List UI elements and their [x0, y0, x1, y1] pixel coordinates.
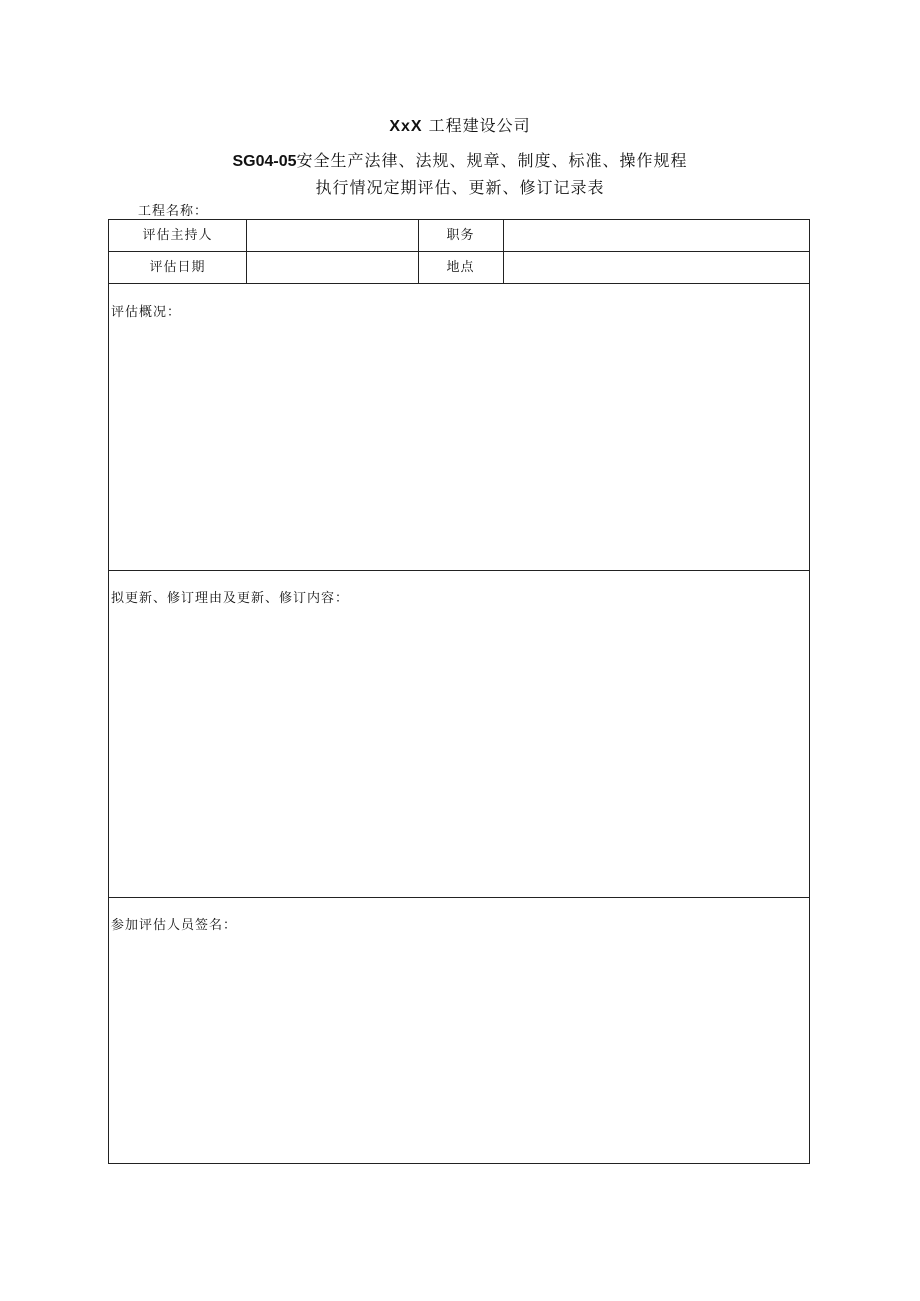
revision-reason-label: 拟更新、修订理由及更新、修订内容： [111, 591, 350, 606]
signatures-label: 参加评估人员签名： [111, 918, 238, 933]
host-field[interactable] [249, 220, 415, 251]
signatures-field[interactable] [109, 898, 809, 1163]
host-label: 评估主持人 [142, 228, 213, 243]
position-label: 职务 [446, 228, 475, 243]
column-divider [246, 220, 247, 283]
evaluation-form-table [108, 219, 810, 1164]
document-title-line1 [0, 148, 920, 171]
column-divider [503, 220, 504, 283]
project-name-label: 工程名称： [138, 204, 209, 219]
date-label: 评估日期 [149, 260, 206, 275]
title-line1-text: 安全生产法律、法规、规章、制度、标准、操作规程 [296, 151, 688, 170]
revision-reason-field[interactable] [109, 571, 809, 896]
document-title-line2: 执行情况定期评估、更新、修订记录表 [315, 178, 605, 197]
overview-field[interactable] [109, 284, 809, 569]
date-field[interactable] [249, 252, 415, 283]
company-name-text: 工程建设公司 [428, 116, 531, 135]
company-name [0, 113, 920, 136]
position-field[interactable] [506, 220, 806, 251]
document-code: SG04-05 [232, 153, 297, 170]
location-label: 地点 [446, 260, 475, 275]
overview-label: 评估概况： [111, 305, 182, 320]
location-field[interactable] [506, 252, 806, 283]
company-prefix: XxX [389, 118, 423, 135]
